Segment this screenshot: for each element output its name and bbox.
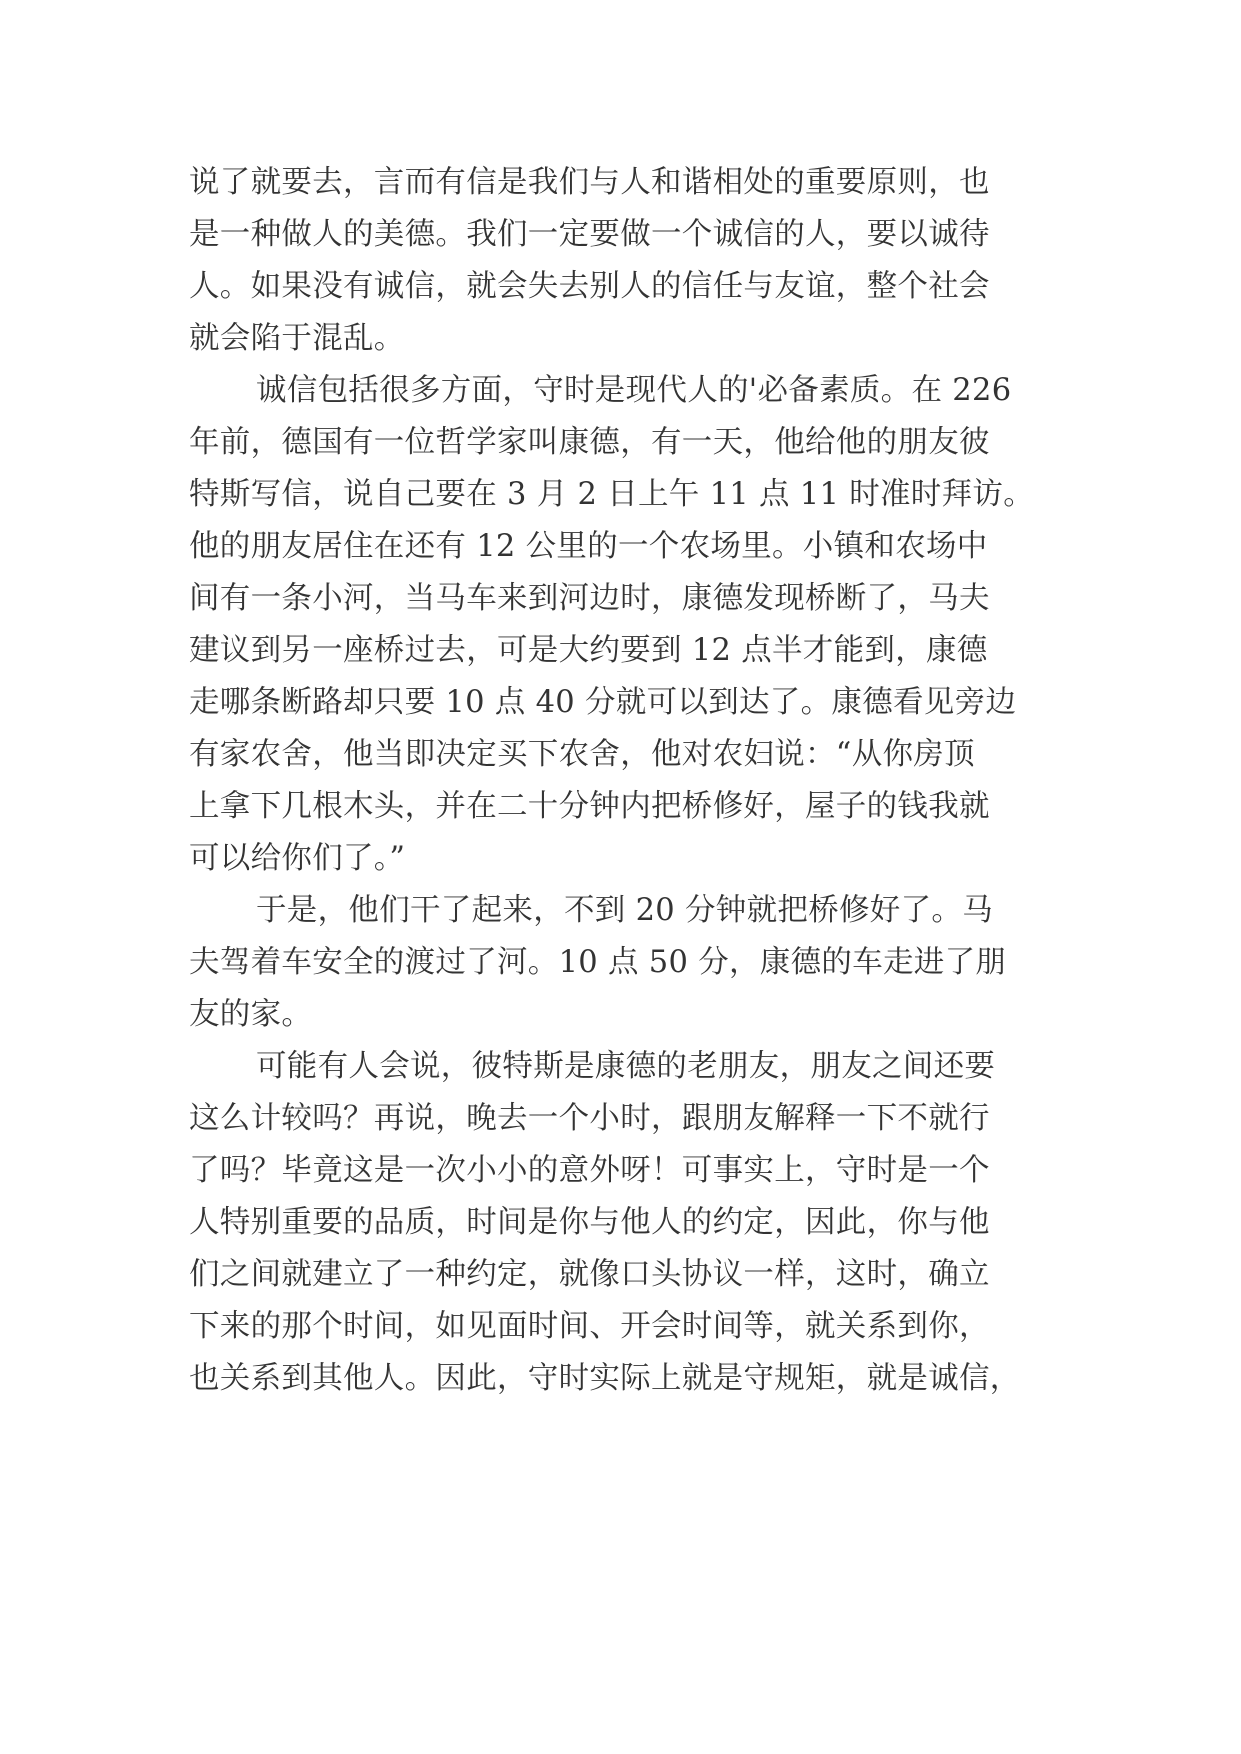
text-line: 人特别重要的品质，时间是你与他人的约定，因此，你与他	[189, 1205, 990, 1240]
text-line: 特斯写信，说自己要在 3 月 2 日上午 11 点 11 时准时拜访。	[189, 477, 1034, 512]
text-line: 有家农舍，他当即决定买下农舍，他对农妇说：“从你房顶	[189, 737, 975, 772]
text-line: 可以给你们了。”	[189, 841, 406, 876]
text-line: 走哪条断路却只要 10 点 40 分就可以到达了。康德看见旁边	[189, 685, 1017, 720]
text-line: 了吗？毕竟这是一次小小的意外呀！可事实上，守时是一个	[189, 1153, 990, 1188]
text-line: 年前，德国有一位哲学家叫康德，有一天，他给他的朋友彼	[189, 425, 990, 460]
text-line: 友的家。	[189, 997, 313, 1032]
text-line: 是一种做人的美德。我们一定要做一个诚信的人，要以诚待	[189, 217, 990, 252]
text-line: 间有一条小河，当马车来到河边时，康德发现桥断了，马夫	[189, 581, 990, 616]
text-line: 们之间就建立了一种约定，就像口头协议一样，这时，确立	[189, 1257, 990, 1292]
text-line: 夫驾着车安全的渡过了河。10 点 50 分，康德的车走进了朋	[189, 945, 1007, 980]
text-line: 建议到另一座桥过去，可是大约要到 12 点半才能到，康德	[189, 633, 988, 668]
paragraph-first-line: 诚信包括很多方面，守时是现代人的'必备素质。在 226	[256, 373, 1012, 408]
text-line: 这么计较吗？再说，晚去一个小时，跟朋友解释一下不就行	[189, 1101, 990, 1136]
text-line: 就会陷于混乱。	[189, 321, 405, 356]
paragraph-first-line: 可能有人会说，彼特斯是康德的老朋友，朋友之间还要	[256, 1049, 996, 1084]
text-line: 人。如果没有诚信，就会失去别人的信任与友谊，整个社会	[189, 269, 990, 304]
text-line: 也关系到其他人。因此，守时实际上就是守规矩，就是诚信，	[189, 1361, 1021, 1396]
paragraph-first-line: 于是，他们干了起来，不到 20 分钟就把桥修好了。马	[256, 893, 993, 928]
text-line: 说了就要去，言而有信是我们与人和谐相处的重要原则，也	[189, 165, 990, 200]
text-line: 上拿下几根木头，并在二十分钟内把桥修好，屋子的钱我就	[189, 789, 990, 824]
text-line: 下来的那个时间，如见面时间、开会时间等，就关系到你，	[189, 1309, 990, 1344]
text-line: 他的朋友居住在还有 12 公里的一个农场里。小镇和农场中	[189, 529, 988, 564]
